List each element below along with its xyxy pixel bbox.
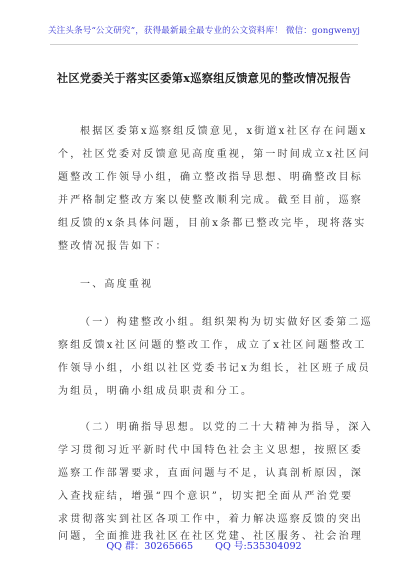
body-line: 题整改工作领导小组，确立整改指导思想、明确整改目标 xyxy=(58,172,363,183)
body-line: 学习贯彻习近平新时代中国特色社会主义思想，按照区委 xyxy=(58,445,363,456)
body-line: 为组员，明确小组成员职责和分工。 xyxy=(58,386,254,397)
document-title: 社区党委关于落实区委第x巡察组反馈意见的整改情况报告 xyxy=(56,71,352,85)
footer-contact xyxy=(0,538,408,552)
body-line: 组反馈的x条具体问题，目前x条都已整改完毕，现将落实 xyxy=(58,218,367,229)
body-line: 整改情况报告如下： xyxy=(58,241,168,252)
body-line: 察组反馈x社区问题的整改工作，成立了x社区问题整改工 xyxy=(58,340,367,351)
body-line: （一）构建整改小组。组织架构为切实做好区委第二巡 xyxy=(80,317,373,328)
header-banner: 关注头条号“公文研究”，获得最新最全最专业的公文资料库！ 微信：gongwenyj xyxy=(47,26,361,36)
body-line: 并严格制定整改方案以使整改顺利完成。截至目前，巡察 xyxy=(58,195,363,206)
body-line: 个，社区党委对反馈意见高度重视，第一时间成立x社区问 xyxy=(58,149,371,160)
body-line: 问题，全面推进我社区在社区党建、社区服务、社会治理 xyxy=(58,531,363,542)
section-heading: 一、高度重视 xyxy=(80,279,154,290)
header-divider xyxy=(50,44,358,45)
body-line: 作领导小组，小组以社区党委书记x为组长，社区班子成员 xyxy=(58,363,371,374)
body-line: 求贯彻落实到社区各项工作中，着力解决巡察反馈的突出 xyxy=(58,514,363,525)
footer-qq-group: QQ 群：30265665 xyxy=(106,541,194,552)
body-line: （二）明确指导思想。以党的二十大精神为指导，深入 xyxy=(80,422,373,433)
body-line: 根据区委第x巡察组反馈意见，x街道x社区存在问题x xyxy=(80,126,368,137)
body-line: 巡察工作部署要求，直面问题与不足，认真剖析原因，深 xyxy=(58,468,363,479)
footer-qq-number: QQ 号:535304092 xyxy=(215,541,302,552)
body-line: 入查找症结，增强“四个意识”，切实把全面从严治党要 xyxy=(58,491,354,502)
